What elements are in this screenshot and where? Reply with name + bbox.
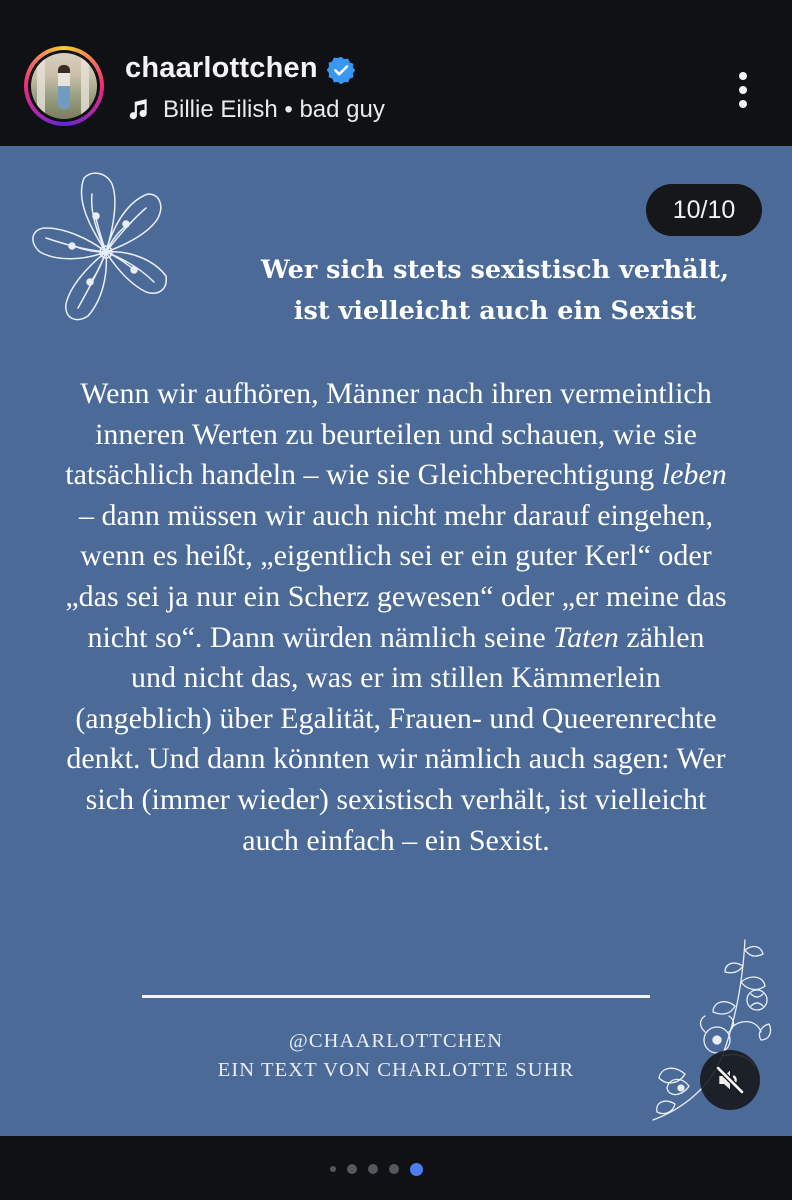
story-slide[interactable] xyxy=(0,146,792,1136)
pagination-dot[interactable] xyxy=(389,1164,399,1174)
speaker-muted-icon xyxy=(714,1064,746,1096)
divider-line xyxy=(142,995,650,998)
story-pagination xyxy=(330,1162,434,1176)
slide-body-text: Wenn wir aufhören, Männer nach ihren vermeintlich inneren Werten zu beurteilen und schauen, wie sie tatsächlich handeln – wie sie Gleichberechtigung leben – dann müssen wir auch nicht mehr darauf eingehen, wenn es heißt, „eigentlich sei er ein guter Kerl“ oder „das sei ja nur ein Scherz gewesen“ oder „er meine das nicht so“. Dann würden nämlich seine Taten zählen und nicht das, was er im stillen Kämmerlein (angeblich) über Egalität, Frauen- und Queerenrechte denkt. Und dann könnten wir nämlich auch sagen: Wer sich (immer wieder) sexistisch verhält, ist vielleicht auch einfach – ein Sexist. xyxy=(65,377,727,857)
credit-author: EIN TEXT VON CHARLOTTE SUHR xyxy=(217,1059,575,1081)
username[interactable]: chaarlottchen xyxy=(125,52,318,84)
pagination-dot[interactable] xyxy=(330,1166,336,1172)
mute-toggle-button[interactable] xyxy=(700,1050,760,1110)
music-label: Billie Eilish • bad guy xyxy=(163,96,385,123)
story-header xyxy=(0,0,792,146)
avatar[interactable] xyxy=(24,46,104,126)
bottom-bar xyxy=(0,1136,792,1200)
avatar-image xyxy=(31,53,97,119)
flower-illustration xyxy=(18,164,173,334)
music-attribution[interactable] xyxy=(125,96,385,124)
slide-counter-badge: 10/10 xyxy=(646,184,762,236)
more-vertical-icon[interactable] xyxy=(728,70,758,110)
pagination-dot-active[interactable] xyxy=(410,1163,423,1176)
headline-line-2: ist vielleicht auch ein Sexist xyxy=(293,296,697,326)
credit-handle: @CHAARLOTTCHEN xyxy=(288,1030,504,1052)
pagination-dot[interactable] xyxy=(368,1164,378,1174)
music-note-icon xyxy=(125,97,151,123)
pagination-dot[interactable] xyxy=(347,1164,357,1174)
slide-headline xyxy=(210,250,780,332)
headline-line-1: Wer sich stets sexistisch verhält, xyxy=(261,255,729,285)
verified-badge-icon xyxy=(327,56,355,84)
